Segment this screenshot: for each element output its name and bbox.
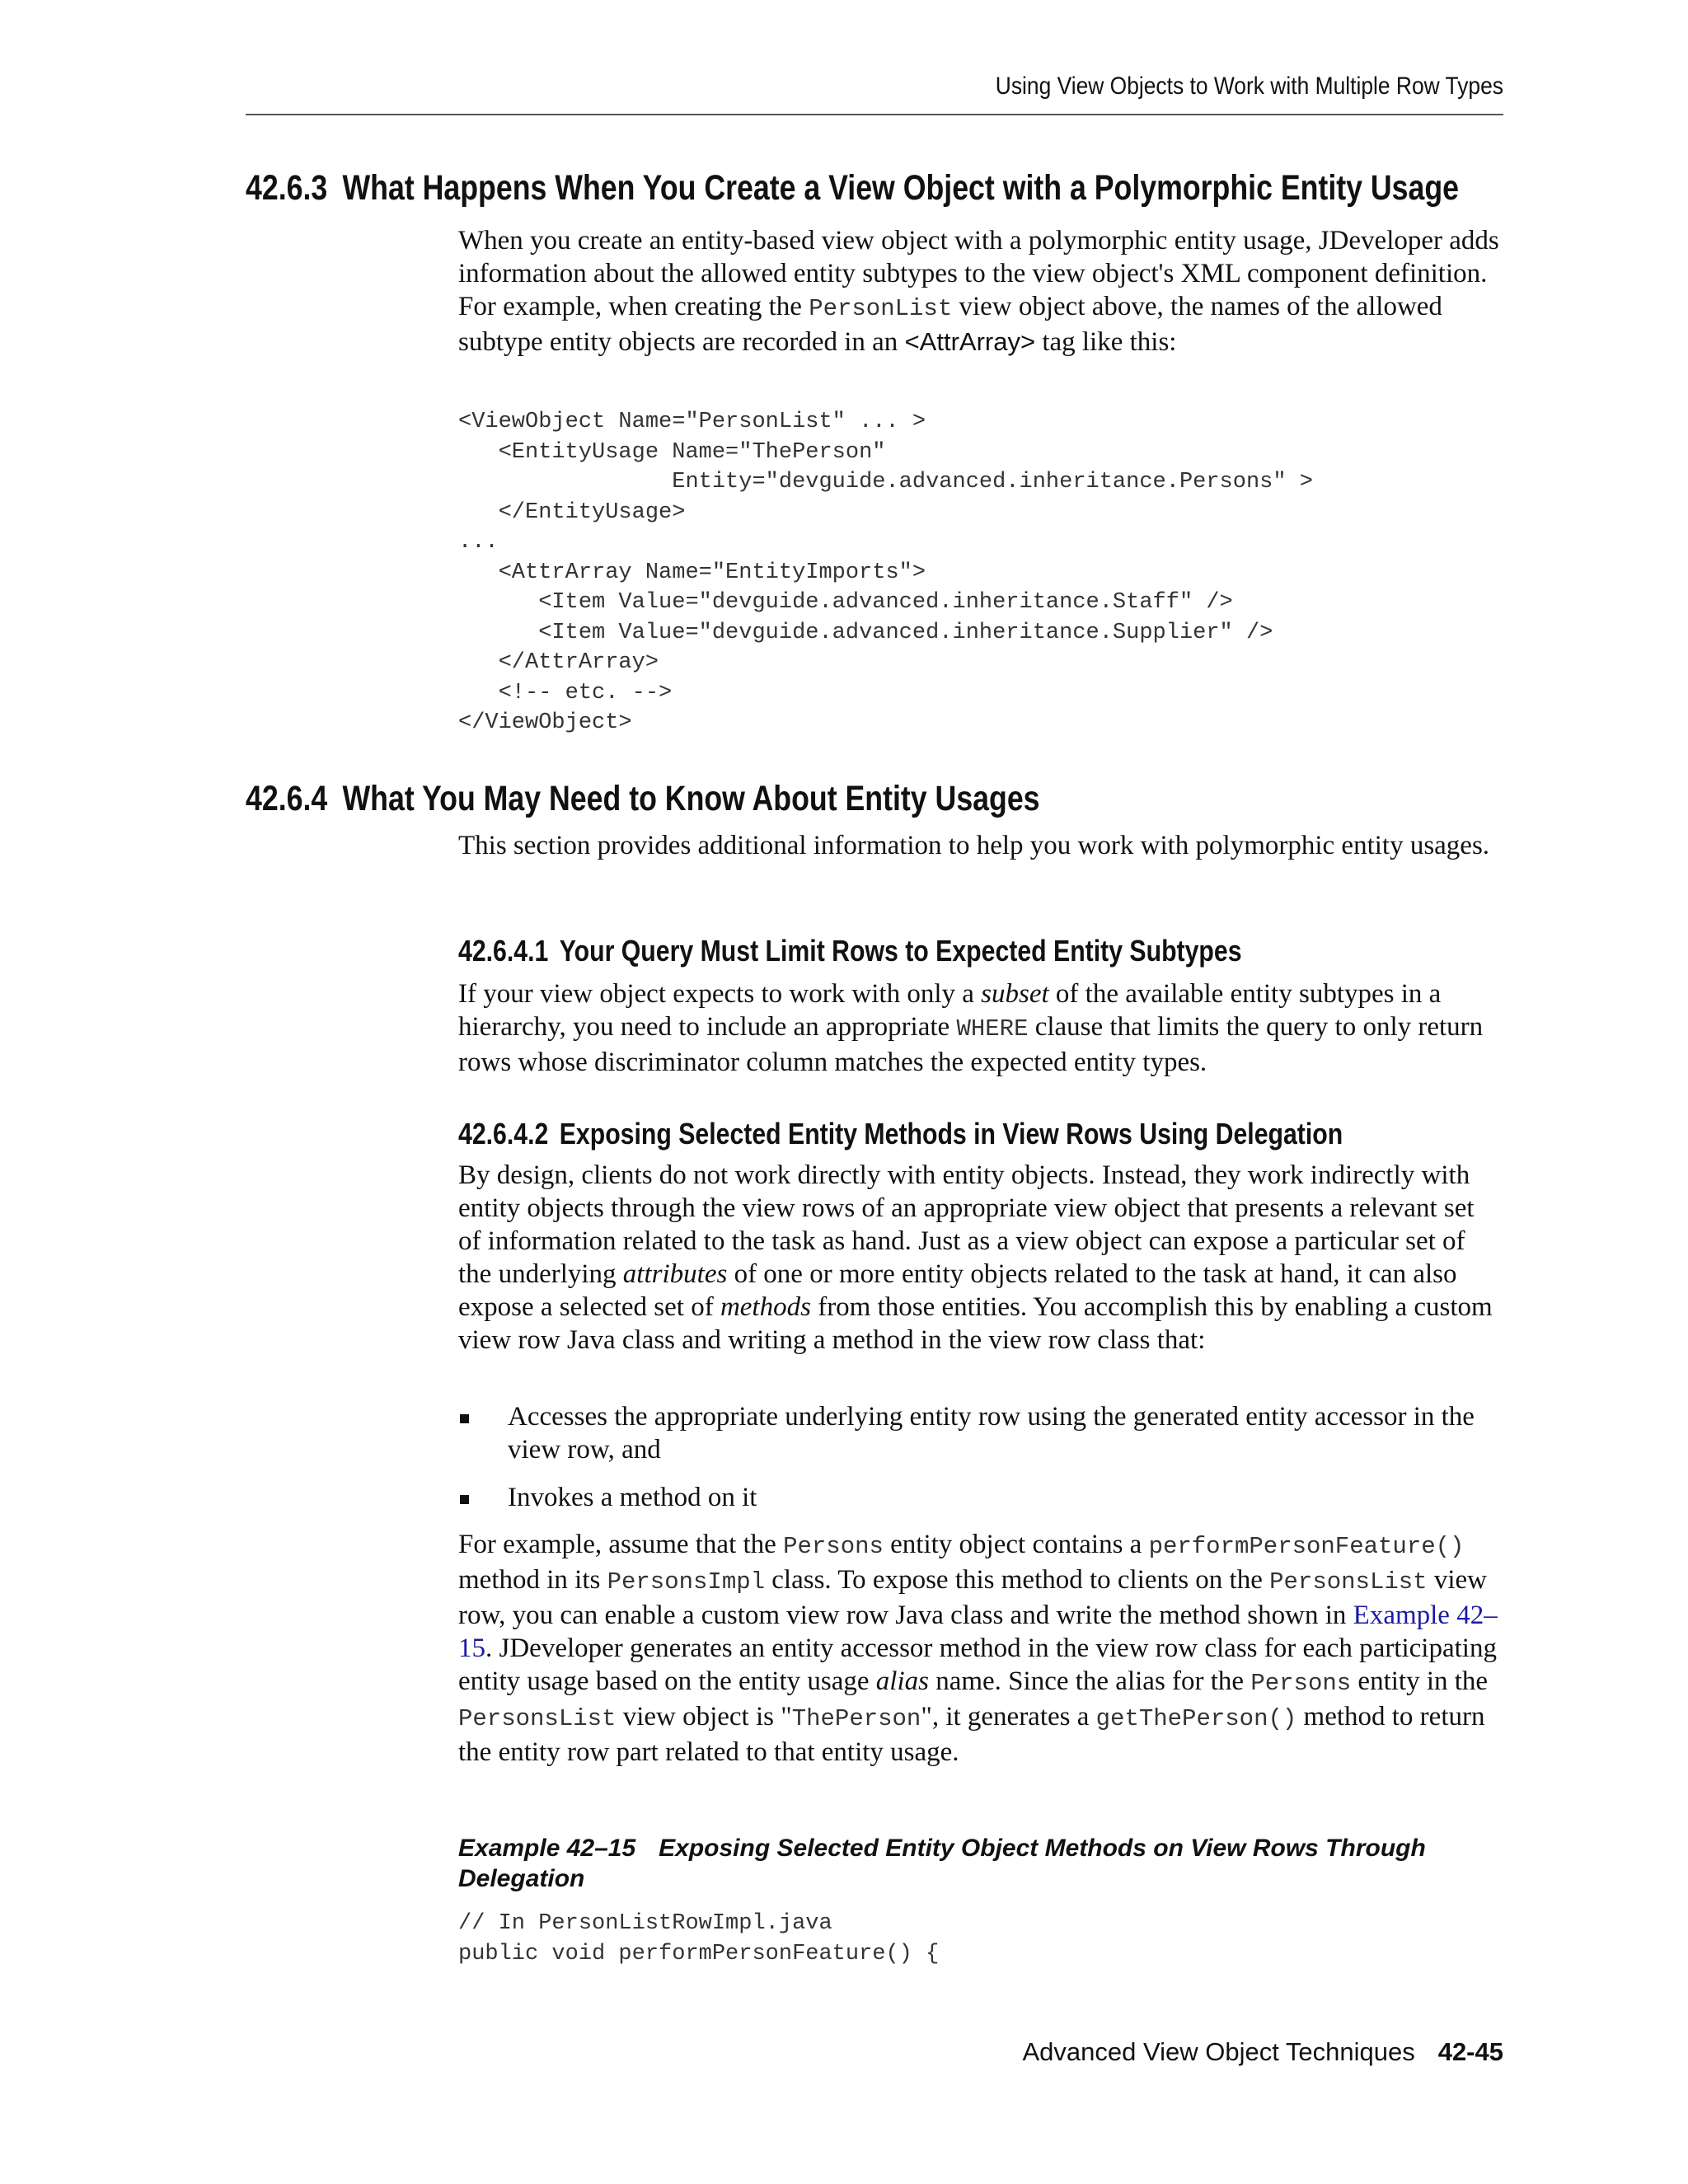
bullet-marker	[460, 1414, 469, 1423]
bullet-marker	[460, 1495, 469, 1504]
section-title: What You May Need to Know About Entity Usages	[342, 779, 1040, 818]
code-inline: Persons	[783, 1533, 884, 1560]
text-run: from those entities. You accomplish this by enabling a custom view row Java class and writing a method in the view row class that:	[458, 1292, 1493, 1355]
bullet-list	[458, 1400, 1503, 1514]
emphasis: subset	[981, 979, 1049, 1009]
text-run: view row, you can enable a custom view row Java class and write the method shown in	[458, 1565, 1487, 1630]
section-title: What Happens When You Create a View Object with a Polymorphic Entity Usage	[342, 168, 1460, 208]
text-run: If your view object expects to work with only a	[458, 979, 982, 1009]
text-run: For example, assume that the	[458, 1530, 784, 1559]
subsection-title: Exposing Selected Entity Methods in View Rows Using Delegation	[559, 1117, 1343, 1151]
subsection-heading-42-6-4-1	[458, 934, 1242, 968]
list-item	[458, 1400, 1503, 1466]
text-run: By design, clients do not work directly with entity objects. Instead, they work indirectly with entity objects through the view rows of an appropriate view object that presents a relevant set of information related to the task as hand. Just as a view object can expose a particular set of the underlying	[458, 1160, 1475, 1289]
text-run: name. Since the alias for the	[928, 1666, 1251, 1696]
text-run: ", it generates a	[921, 1702, 1096, 1732]
emphasis: methods	[720, 1292, 811, 1322]
code-block-example: // In PersonListRowImpl.java public void performPersonFeature() {	[458, 1911, 940, 1966]
paragraph-limit-rows	[458, 977, 1503, 1079]
paragraph-example-explanation	[458, 1528, 1503, 1769]
text-run: of one or more entity objects related to the task at hand, it can also expose a selected set of	[458, 1259, 1457, 1322]
example-link[interactable]: Example 42–15	[458, 1601, 1498, 1663]
emphasis: alias	[875, 1666, 929, 1696]
code-block-viewobject-xml: <ViewObject Name="PersonList" ... > <EntityUsage Name="ThePerson" Entity="devguide.advanced.inheritance.Persons" > </EntityUsage> ... <AttrArray Name="EntityImports"> <Item Value="devguide.advanced.inheritance.Staff" /> <Item Value="devguide.advanced.inheritance.Supplier" /> </AttrArray> <!-- etc. --> </ViewObject>	[458, 410, 1313, 735]
tag-inline: <AttrArray>	[904, 327, 1036, 356]
subsection-title: Your Query Must Limit Rows to Expected Entity Subtypes	[559, 934, 1242, 968]
list-item-text: Accesses the appropriate underlying entity row using the generated entity accessor in the view row, and	[508, 1402, 1475, 1465]
section-number: 42.6.4	[246, 779, 328, 818]
paragraph-polymorphic-usage	[458, 224, 1503, 359]
list-item	[458, 1481, 1503, 1514]
text-run: clause that limits the query to only return rows whose discriminator column matches the expected entity types.	[458, 1012, 1484, 1077]
text-run: view object is "	[616, 1702, 792, 1732]
text-run: method to return the entity row part related to that entity usage.	[458, 1702, 1485, 1767]
subsection-number: 42.6.4.1	[458, 934, 549, 968]
example-title: Exposing Selected Entity Object Methods on View Rows Through Delegation	[458, 1835, 1426, 1892]
header-rule	[246, 114, 1503, 115]
paragraph-delegation	[458, 1159, 1503, 1357]
code-inline: PersonsList	[458, 1705, 617, 1732]
section-heading-42-6-4	[246, 779, 1040, 819]
emphasis: attributes	[622, 1259, 728, 1289]
code-inline: performPersonFeature()	[1148, 1533, 1465, 1560]
text-run: entity object contains a	[883, 1530, 1149, 1559]
text-run: method in its	[458, 1565, 607, 1595]
section-number: 42.6.3	[246, 168, 328, 208]
code-inline: PersonsList	[1269, 1568, 1428, 1596]
text-run: . JDeveloper generates an entity accessor method in the view row class for each participating entity usage based on the entity usage	[458, 1633, 1497, 1696]
text-run: view object above, the names of the allowed subtype entity objects are recorded in an	[458, 292, 1442, 357]
footer-chapter: Advanced View Object Techniques	[1022, 2037, 1415, 2066]
running-header: Using View Objects to Work with Multiple Row Types	[995, 73, 1503, 100]
code-inline: WHERE	[956, 1015, 1029, 1043]
code-inline: ThePerson	[791, 1705, 921, 1732]
example-caption	[458, 1833, 1503, 1894]
code-inline: PersonList	[809, 295, 953, 322]
page-number: 42-45	[1437, 2037, 1503, 2066]
subsection-number: 42.6.4.2	[458, 1117, 549, 1151]
text-run: tag like this:	[1035, 327, 1177, 357]
text-run: entity in the	[1351, 1666, 1489, 1696]
subsection-heading-42-6-4-2	[458, 1117, 1343, 1151]
paragraph-entity-usages-intro: This section provides additional information to help you work with polymorphic entity usages.	[458, 831, 1490, 860]
code-inline: Persons	[1250, 1670, 1352, 1697]
code-inline: PersonsImpl	[607, 1568, 766, 1596]
text-run: of the available entity subtypes in a hierarchy, you need to include an appropriate	[458, 979, 1442, 1042]
section-heading-42-6-3	[246, 168, 1459, 209]
page-footer	[246, 2037, 1503, 2067]
text-run: class. To expose this method to clients on the	[765, 1565, 1270, 1595]
code-inline: getThePerson()	[1095, 1705, 1297, 1732]
example-label: Example 42–15	[458, 1835, 636, 1862]
text-run: When you create an entity-based view object with a polymorphic entity usage, JDeveloper adds information about the allowed entity subtypes to the view object's XML component definition. For example, when creating the	[458, 226, 1499, 321]
list-item-text: Invokes a method on it	[508, 1483, 757, 1512]
